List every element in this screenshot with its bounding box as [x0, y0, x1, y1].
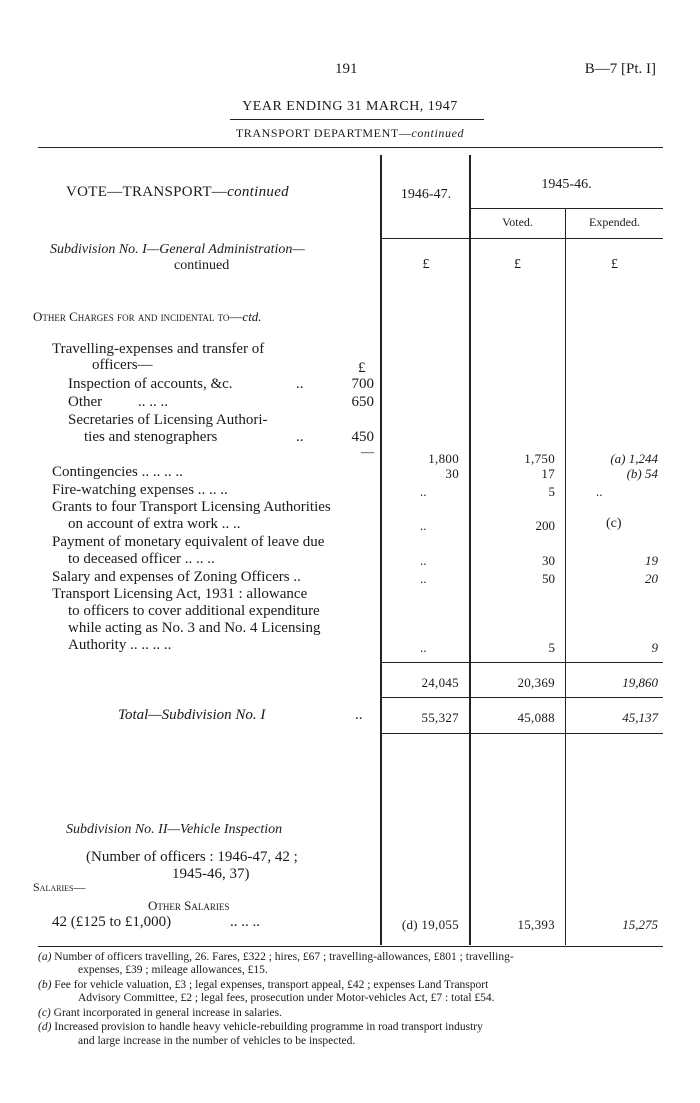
footnote-d — [38, 1021, 483, 1035]
other-charges-ctd: ctd. — [242, 309, 262, 324]
travel-heading-line-2: officers— — [92, 357, 153, 373]
cell-expended: .. — [596, 484, 603, 499]
row-label: Payment of monetary equivalent of leave due — [52, 534, 325, 550]
cell-voted: 200 — [535, 518, 555, 533]
officers-count-line-1: (Number of officers : 1946-47, 42 ; — [86, 849, 298, 865]
cell-voted: 5 — [548, 640, 555, 655]
cell-expended: (b) 54 — [626, 466, 658, 481]
cell-voted: 30 — [542, 553, 555, 568]
row-label: to deceased officer .. .. .. — [68, 551, 215, 567]
vote-heading — [66, 184, 289, 201]
footnote-c-line-1: Grant incorporated in general increase in salaries. — [53, 1007, 282, 1019]
column-header-bottom-rule — [382, 238, 663, 239]
footnote-rule — [38, 946, 663, 947]
salary-voted: 15,393 — [517, 917, 555, 932]
travel-item-label: Secretaries of Licensing Authori- — [68, 412, 268, 428]
column-expended: Expended. — [589, 215, 640, 229]
column-rule-2 — [469, 155, 471, 945]
department-name: TRANSPORT DEPARTMENT— — [235, 126, 412, 140]
salaries-heading: Salaries— — [33, 880, 86, 894]
travel-item-dots: .. .. .. — [138, 394, 168, 410]
column-1946-47: 1946-47. — [400, 187, 452, 202]
cell-1946-47: .. — [420, 640, 427, 655]
total-expended: 45,137 — [622, 710, 658, 725]
row-label: Authority .. .. .. .. — [68, 637, 172, 653]
footnote-b-mark: (b) — [38, 979, 52, 991]
footnote-a-line-2: expenses, £39 ; mileage allowances, £15. — [78, 964, 268, 976]
cell-expended: 20 — [645, 571, 658, 586]
travel-pound-sign: £ — [358, 360, 366, 376]
row-label: Transport Licensing Act, 1931 : allowance — [52, 586, 308, 602]
footnote-a — [38, 951, 514, 965]
column-voted: Voted. — [502, 215, 533, 229]
cell-1946-47: .. — [420, 484, 427, 499]
travel-item-amount: 650 — [351, 394, 374, 410]
other-charges-heading — [33, 309, 262, 325]
footnote-d-mark: (d) — [38, 1021, 52, 1033]
subtotal-expended: 19,860 — [622, 675, 658, 690]
subtotal-top-rule — [382, 662, 663, 663]
cell-1946-47: 30 — [445, 466, 459, 481]
cell-expended: (c) — [606, 516, 622, 531]
footnote-d-line-2: and large increase in the number of vehicles to be inspected. — [78, 1035, 356, 1047]
footnote-b-line-2: Advisory Committee, £2 ; legal fees, prosecution under Motor-vehicles Act, £7 : total £54. — [78, 992, 495, 1004]
footnote-c — [38, 1007, 282, 1021]
footnote-a-line-1: Number of officers travelling, 26. Fares, £322 ; hires, £67 ; travelling-allowances, £801 ; travelling- — [54, 951, 514, 963]
salary-row-dots: .. .. .. — [230, 914, 260, 930]
cell-1946-47: .. — [420, 518, 427, 533]
footnote-a-mark: (a) — [38, 951, 52, 963]
row-label: Contingencies .. .. .. .. — [52, 464, 183, 480]
travel-item-dots: .. — [296, 376, 304, 392]
row-label: on account of extra work .. .. — [68, 516, 241, 532]
row-label: Grants to four Transport Licensing Authorities — [52, 499, 331, 515]
title-rule — [230, 119, 484, 120]
cell-voted: 1,750 — [524, 451, 555, 466]
cell-1946-47: 1,800 — [428, 451, 459, 466]
currency-1946-47: £ — [422, 257, 430, 272]
travel-item-label: Inspection of accounts, &c. — [68, 376, 233, 392]
cell-1946-47: .. — [420, 571, 427, 586]
header-top-rule — [38, 147, 663, 148]
total-bottom-rule — [382, 733, 663, 734]
row-label: to officers to cover additional expenditure — [68, 603, 320, 619]
row-label: Salary and expenses of Zoning Officers .. — [52, 569, 301, 585]
page-reference: B—7 [Pt. I] — [584, 61, 656, 77]
travel-item-label: Other — [68, 394, 103, 410]
cell-voted: 5 — [548, 484, 555, 499]
salary-row-label: 42 (£125 to £1,000) — [52, 914, 172, 930]
travel-item-dots: .. — [296, 429, 304, 445]
travel-sum-dash: — — [361, 444, 374, 459]
cell-expended: (a) 1,244 — [610, 451, 658, 466]
footnote-d-line-1: Increased provision to handle heavy vehicle-rebuilding programme in road transport industry — [54, 1021, 483, 1033]
cell-expended: 19 — [645, 553, 658, 568]
year-title: YEAR ENDING 31 MARCH, 1947 — [242, 99, 458, 114]
total-1946-47: 55,327 — [421, 710, 459, 725]
column-rule-1 — [380, 155, 382, 945]
department-continued: continued — [411, 126, 465, 140]
travel-item-label: ties and stenographers — [84, 429, 218, 445]
footnote-b-line-1: Fee for vehicle valuation, £3 ; legal expenses, transport appeal, £42 ; expenses Land Transport — [54, 979, 489, 991]
travel-heading-line-1: Travelling-expenses and transfer of — [52, 341, 265, 357]
salary-expended: 15,275 — [622, 917, 658, 932]
footnote-b — [38, 979, 488, 993]
subtotal-1946-47: 24,045 — [421, 675, 459, 690]
cell-1946-47: .. — [420, 553, 427, 568]
row-label: while acting as No. 3 and No. 4 Licensing — [68, 620, 321, 636]
subtotal-bottom-rule — [382, 697, 663, 698]
footnote-c-mark: (c) — [38, 1007, 51, 1019]
travel-item-amount: 450 — [351, 429, 374, 445]
officers-count-line-2: 1945-46, 37) — [172, 866, 250, 882]
currency-expended: £ — [611, 257, 618, 272]
total-subdivision-1-label: Total—Subdivision No. I — [118, 707, 266, 723]
subdivision-1-title: Subdivision No. I—General Administration— — [50, 242, 305, 257]
total-voted: 45,088 — [517, 710, 555, 725]
cell-voted: 17 — [541, 466, 555, 481]
other-salaries-heading: Other Salaries — [148, 898, 230, 913]
vote-continued: continued — [227, 184, 289, 200]
page-number: 191 — [335, 61, 358, 77]
vote-name: VOTE—TRANSPORT— — [66, 184, 228, 200]
cell-voted: 50 — [542, 571, 555, 586]
subdivision-1-continued: continued — [174, 258, 230, 273]
salary-1946-47: (d) 19,055 — [401, 917, 459, 932]
currency-voted: £ — [514, 257, 521, 272]
travel-item-amount: 700 — [351, 376, 374, 392]
total-dots: .. — [355, 707, 363, 723]
row-label: Fire-watching expenses .. .. .. — [52, 482, 228, 498]
subtotal-voted: 20,369 — [517, 675, 555, 690]
column-1945-46: 1945-46. — [541, 177, 592, 192]
other-charges-label: Other Charges for and incidental to— — [33, 309, 243, 324]
department-title — [0, 126, 700, 141]
subdivision-2-title: Subdivision No. II—Vehicle Inspection — [66, 822, 283, 837]
voted-expended-rule — [470, 208, 663, 209]
cell-expended: 9 — [651, 640, 658, 655]
